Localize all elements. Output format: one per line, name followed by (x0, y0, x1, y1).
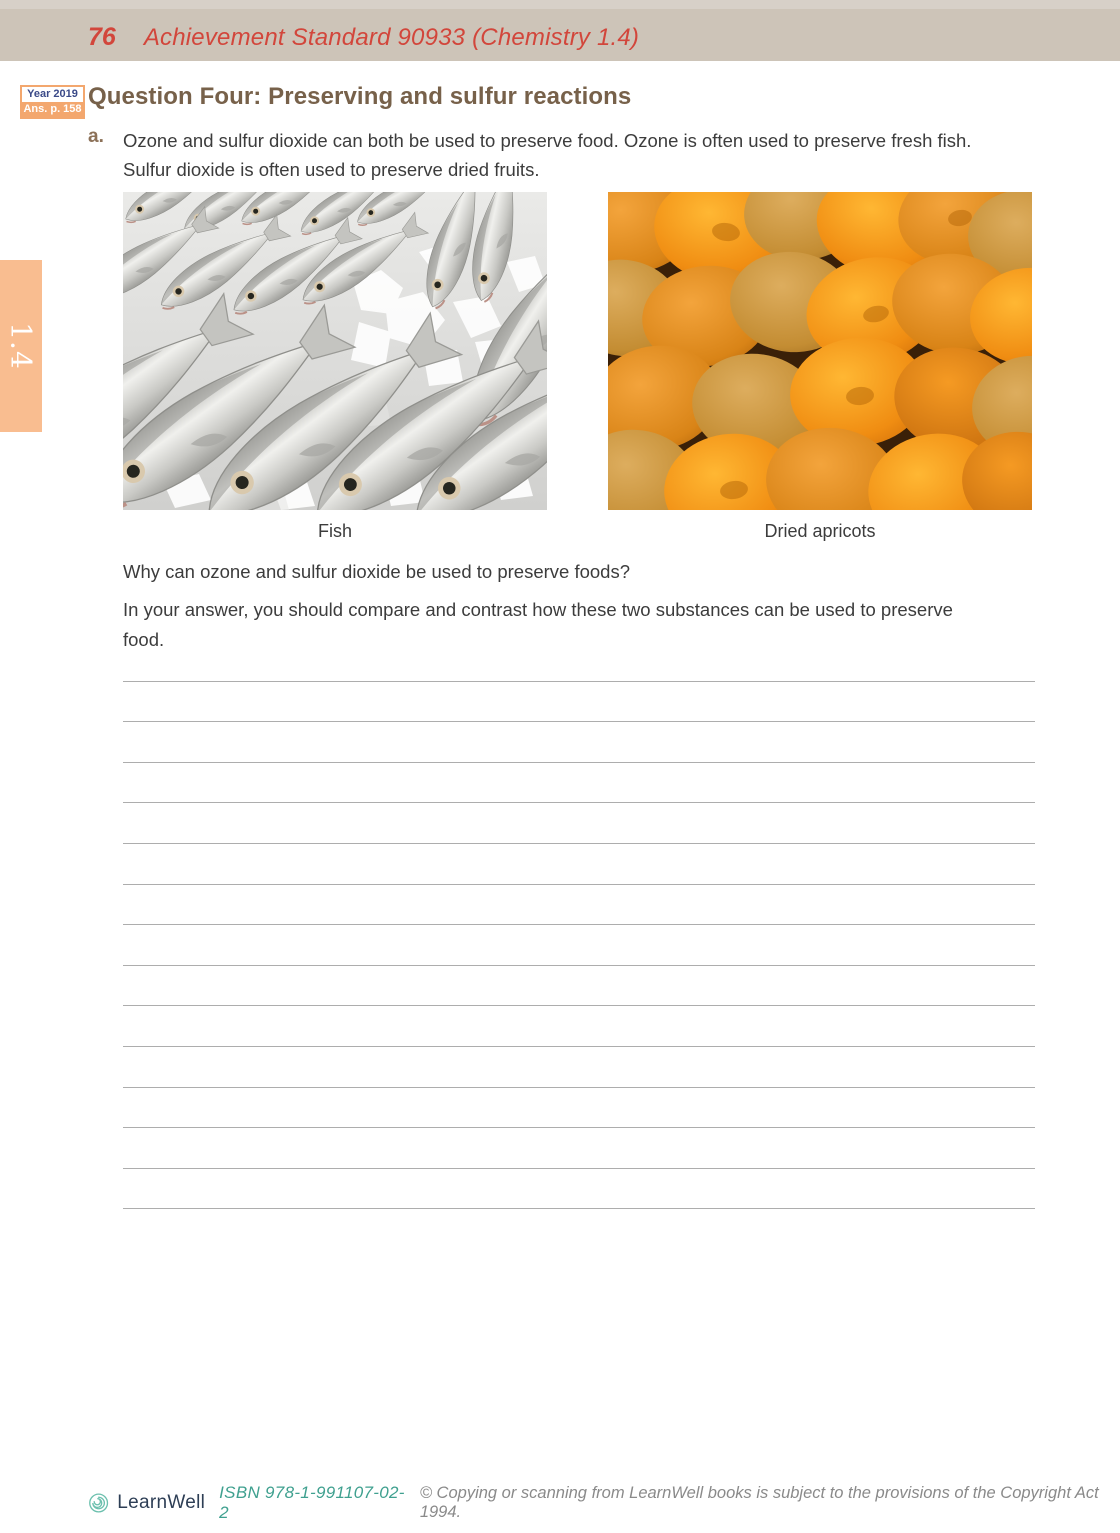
fish-figure (123, 192, 547, 542)
page-header (0, 0, 1120, 61)
part-intro-text (123, 126, 971, 184)
fish-caption: Fish (317, 521, 352, 541)
chapter-side-tab-label: 1.4 (4, 322, 38, 370)
answer-line (123, 1169, 1035, 1210)
answer-line (123, 1006, 1035, 1047)
answer-line (123, 722, 1035, 763)
header-title: Achievement Standard 90933 (Chemistry 1.4) (143, 24, 640, 51)
answer-line (123, 803, 1035, 844)
part-intro-line-1: Ozone and sulfur dioxide can both be used to preserve food. Ozone is often used to preserve fresh fish. (123, 130, 972, 151)
fish-photo (123, 192, 547, 510)
badge-answer-page: Ans. p. 158 (23, 103, 82, 115)
learnwell-spiral-icon (88, 1492, 109, 1514)
isbn-text: ISBN 978-1-991107-02-2 (219, 1483, 405, 1522)
question-part-a (88, 126, 971, 184)
question-prompt: Why can ozone and sulfur dioxide be used to preserve foods? (123, 561, 631, 582)
answer-line (123, 1088, 1035, 1129)
page-number: 76 (88, 23, 116, 51)
answer-line (123, 844, 1035, 885)
answer-line (123, 966, 1035, 1007)
apricots-figure (608, 192, 1032, 542)
part-intro-line-2: Sulfur dioxide is often used to preserve dried fruits. (123, 159, 540, 180)
figure-row (123, 192, 1032, 542)
answer-line (123, 682, 1035, 723)
part-label: a. (88, 126, 104, 147)
badge-year: Year 2019 (22, 87, 83, 102)
answer-line (123, 1128, 1035, 1169)
page-footer (88, 1483, 1120, 1523)
copyright-text: © Copying or scanning from LearnWell books is subject to the provisions of the Copyright Act 1994. (419, 1484, 1099, 1521)
dried-apricots-photo (608, 192, 1032, 510)
answer-line (123, 925, 1035, 966)
apricots-caption: Dried apricots (764, 521, 876, 541)
answer-lines (123, 641, 1035, 1209)
instruction-line-1: In your answer, you should compare and contrast how these two substances can be used to preserve (123, 599, 953, 620)
brand-name: LearnWell (117, 1492, 206, 1513)
question-title: Question Four: Preserving and sulfur reactions (88, 83, 632, 110)
chapter-side-tab (0, 260, 42, 432)
answer-line (123, 763, 1035, 804)
answer-line (123, 1047, 1035, 1088)
answer-line (123, 885, 1035, 926)
answer-line (123, 641, 1035, 682)
instruction-line-2: food. (123, 629, 165, 650)
year-answer-badge (20, 85, 85, 119)
